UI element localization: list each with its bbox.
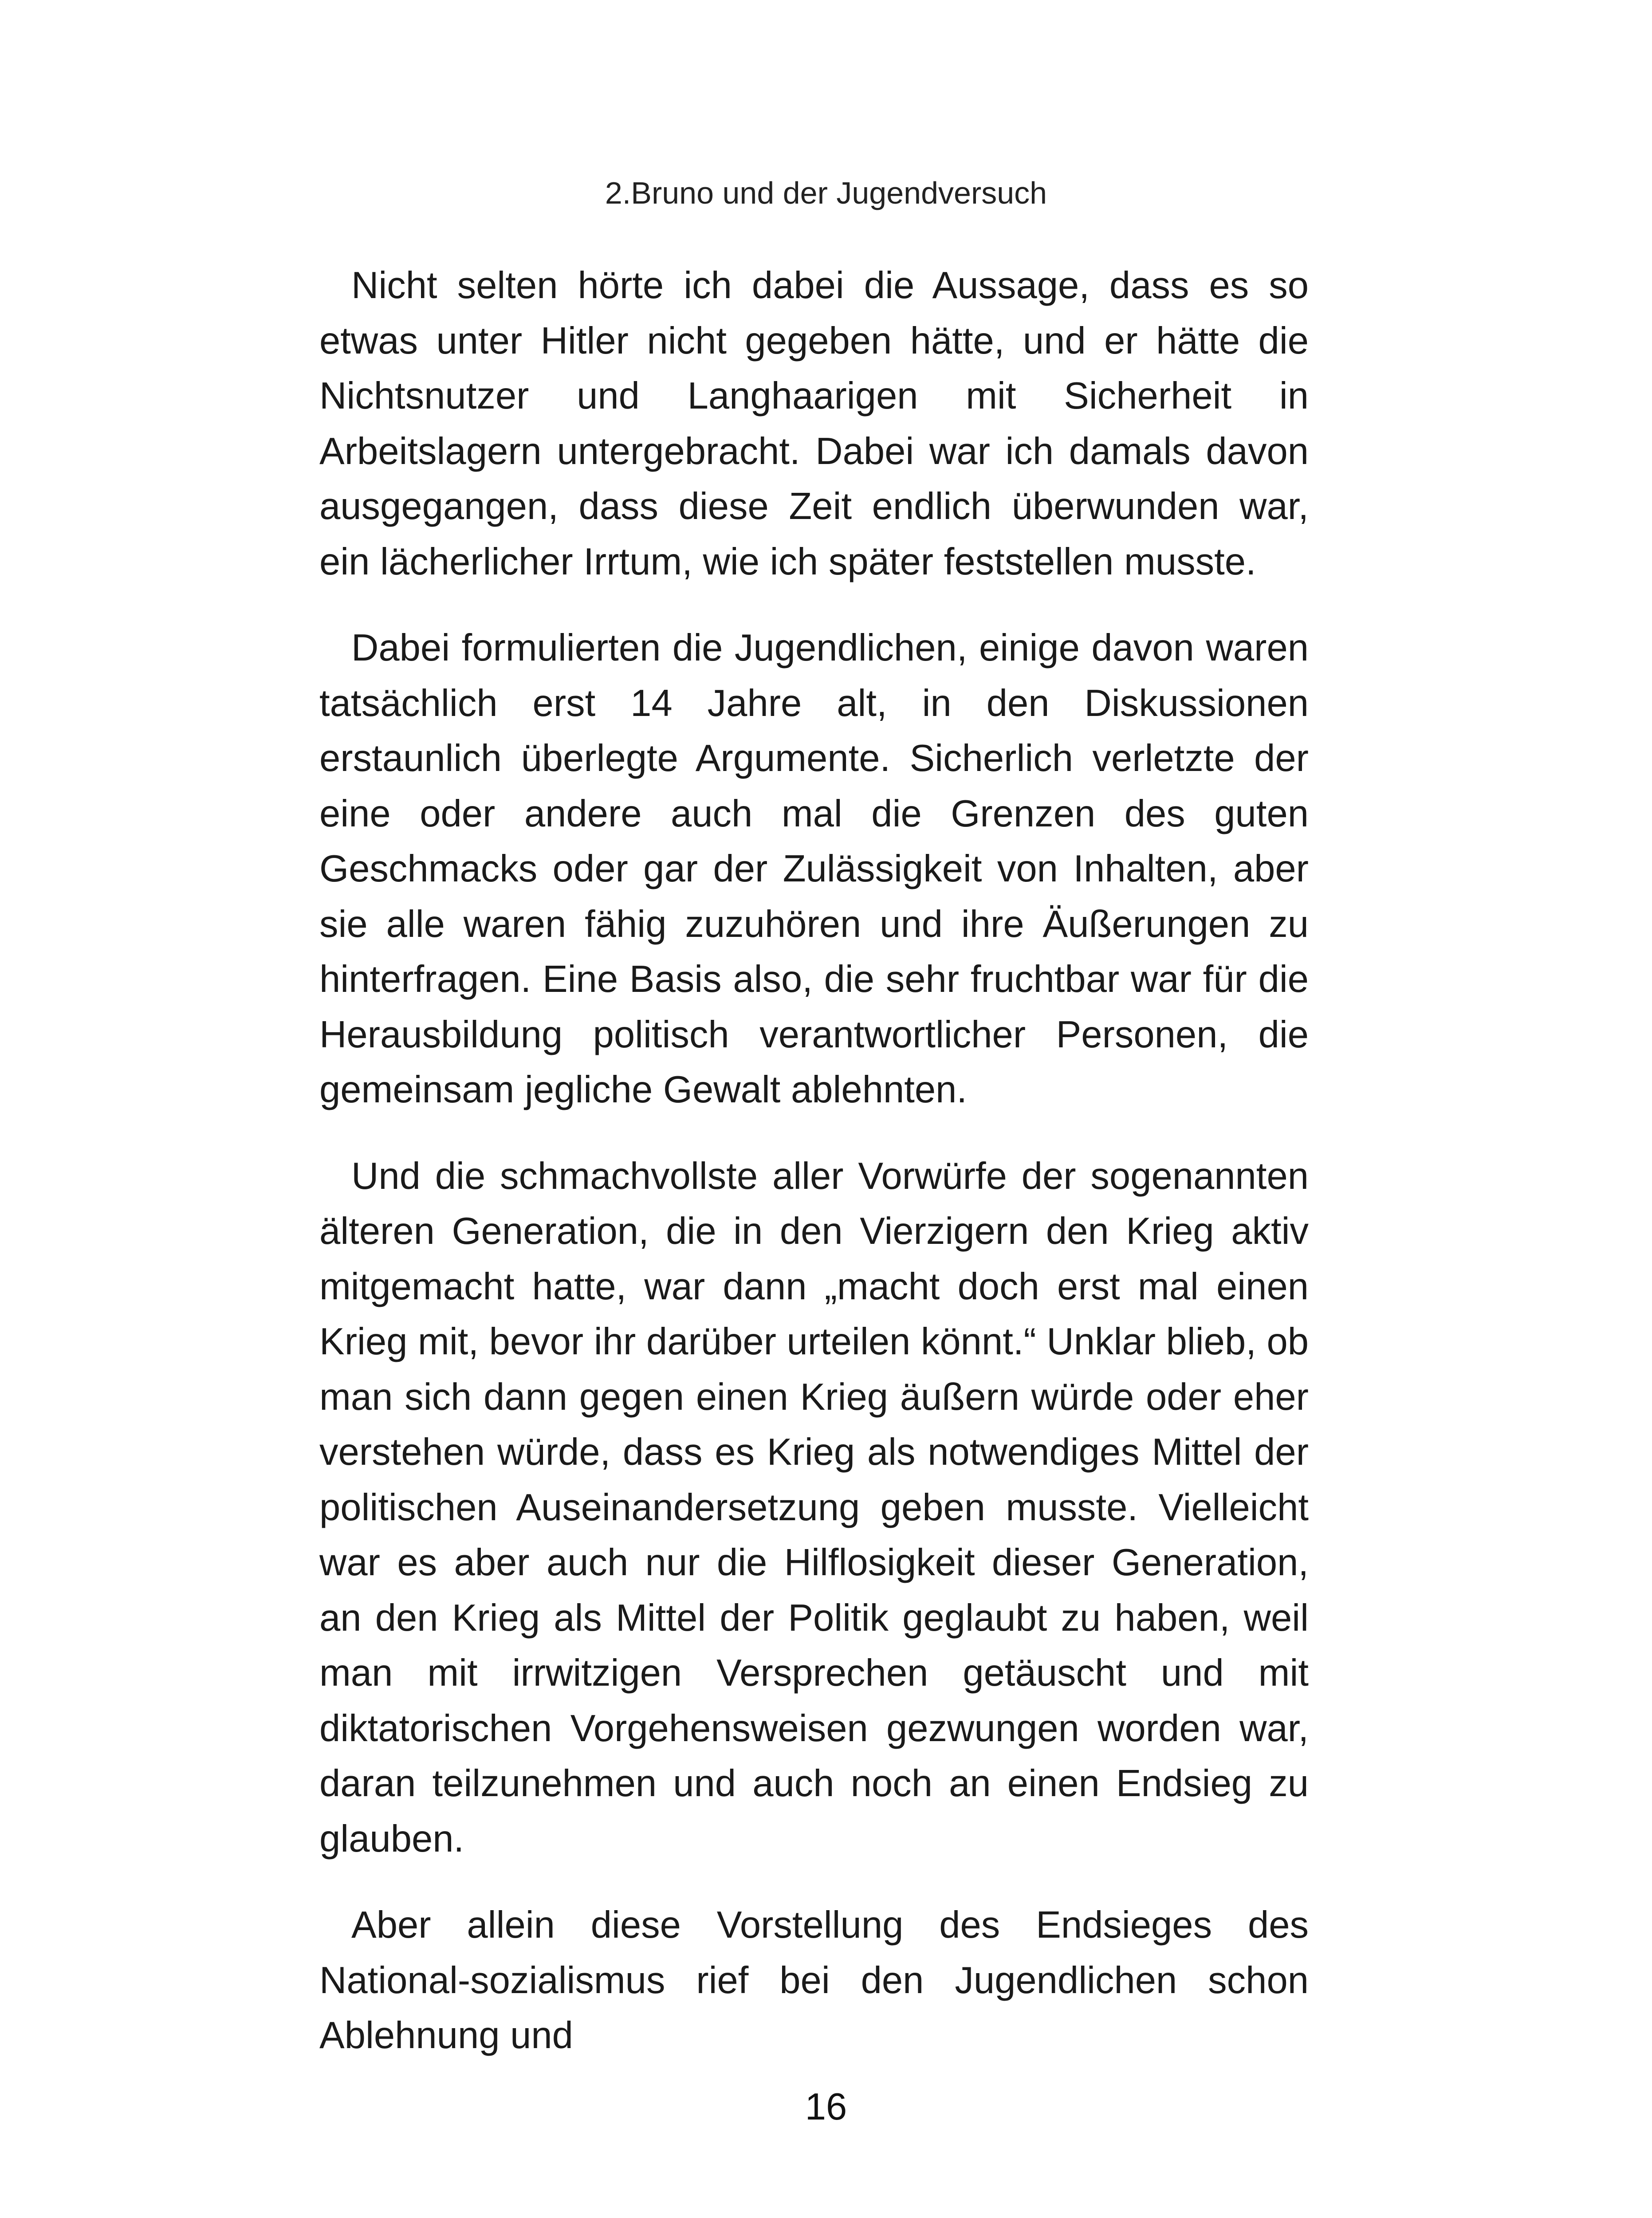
page-body xyxy=(319,258,1309,2064)
paragraph-3: Und die schmachvollste aller Vorwürfe der sogenannten älteren Generation, die in den Vierzigern den Krieg aktiv mitgemacht hatte, war dann „macht doch erst mal einen Krieg mit, bevor ihr darüber urteilen könnt.“ Unklar blieb, ob man sich dann gegen einen Krieg äußern würde oder eher verstehen würde, dass es Krieg als notwendiges Mittel der politischen Auseinandersetzung geben musste. Vielleicht war es aber auch nur die Hilflosigkeit dieser Generation, an den Krieg als Mittel der Politik geglaubt zu haben, weil man mit irrwitzigen Versprechen getäuscht und mit diktatorischen Vorgehensweisen gezwungen worden war, daran teilzunehmen und auch noch an einen Endsieg zu glauben. xyxy=(319,1155,1309,1860)
paragraph-4: Aber allein diese Vorstellung des Endsieges des National-sozialismus rief bei den Jugendlichen schon Ablehnung und xyxy=(319,1904,1309,2057)
paragraph-1: Nicht selten hörte ich dabei die Aussage, dass es so etwas unter Hitler nicht gegeben hätte, und er hätte die Nichtsnutzer und Langhaarigen mit Sicherheit in Arbeitslagern untergebracht. Dabei war ich damals davon ausgegangen, dass diese Zeit endlich überwunden war, ein lächerlicher Irrtum, wie ich später feststellen musste. xyxy=(319,264,1309,583)
running-header: 2.Bruno und der Jugendversuch xyxy=(605,176,1047,210)
page-number: 16 xyxy=(805,2086,847,2128)
paragraph-2: Dabei formulierten die Jugendlichen, einige davon waren tatsächlich erst 14 Jahre alt, in den Diskussionen erstaunlich überlegte Argumente. Sicherlich verletzte der eine oder andere auch mal die Grenzen des guten Geschmacks oder gar der Zulässigkeit von Inhalten, aber sie alle waren fähig zuzuhören und ihre Äußerungen zu hinterfragen. Eine Basis also, die sehr fruchtbar war für die Herausbildung politisch verantwortlicher Personen, die gemeinsam jegliche Gewalt ablehnten. xyxy=(319,627,1309,1111)
